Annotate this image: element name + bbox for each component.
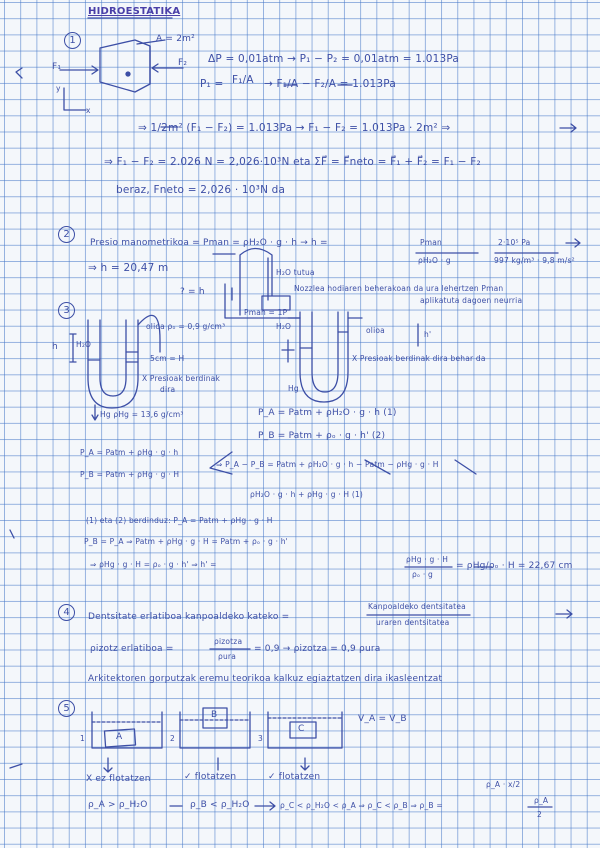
p2-frac-top: Pman	[420, 238, 442, 247]
p5-ineq-1: ρ_A > ρ_H₂O	[88, 800, 148, 810]
p3-eq5b-bot: ρₒ · g	[412, 570, 433, 579]
p4-line2a: ρizotz erlatiboa =	[90, 644, 174, 654]
force-f1-label: F₁	[52, 62, 62, 72]
p3-eql1: P_A = Patm + ρHg · g · h	[80, 448, 179, 457]
p2-note2: aplikatuta dagoen neurria	[420, 296, 523, 305]
axis-y-label: y	[56, 84, 61, 93]
p2-frac2-bot: 997 kg/m³ · 9,8 m/s²	[494, 256, 575, 265]
p3-eq5c: = ρHg/ρₒ · H = 22,67 cm	[456, 561, 573, 571]
problem-number-4: 4	[58, 604, 75, 621]
p5-frac-bot: 2	[537, 810, 542, 819]
p5-container-1: 1	[80, 734, 85, 743]
p1-line2b: F₁/A	[232, 74, 254, 86]
p1-line2c: → F₁/A − F₂/A = 1.013Pa	[264, 78, 396, 90]
p4-line2-bot: ρura	[218, 652, 236, 661]
p5-frac-top: ρ_A	[534, 796, 549, 805]
p4-line2b: = 0,9 → ρizotza = 0,9 ρura	[254, 644, 381, 654]
p5-ineq-2: ρ_B < ρ_H₂O	[190, 800, 250, 810]
p3-eql2: P_B = Patm + ρHg · g · H	[80, 470, 180, 479]
p4-line1-bot: uraren dentsitatea	[376, 618, 450, 627]
p1-line3: ⇒ 1/2m² (F₁ − F₂) = 1.013Pa → F₁ − F₂ = 1.013Pa · 2m² ⇒	[138, 122, 451, 134]
p3-eq5a: ⇒ ρHg · g · H = ρₒ · g · h' ⇒ h' =	[90, 560, 217, 569]
p5-box-b: B	[211, 710, 218, 720]
force-f2-label: F₂	[178, 58, 188, 68]
p2-note1: Nozzlea hodiaren beherakoan da ura lehertzen Pman	[294, 284, 504, 293]
p4-line3: Arkitektoren gorputzak eremu teorikoa kalkuz egiaztatzen dira ikasleentzat	[88, 674, 443, 684]
p3-h2o-label: H₂O	[76, 340, 92, 349]
page-title: HIDROESTATIKA	[88, 6, 181, 17]
p3-hprime: h'	[424, 330, 432, 339]
p2-pman-label: Pman = 1P	[244, 308, 288, 317]
p4-line1a: Dentsitate erlatiboa kanpoaldeko kateko =	[88, 612, 290, 622]
p5-result-1: X ez flotatzen	[86, 774, 151, 784]
p3-oil-label: olioa ρₒ = 0,9 g/cm³	[146, 322, 226, 331]
p1-line2a: P₁ =	[200, 78, 224, 90]
p3-eq2: P_B = Patm + ρₒ · g · h' (2)	[258, 431, 386, 441]
p5-container-3: 3	[258, 734, 263, 743]
p2-frac2-top: 2·10⁵ Pa	[498, 238, 531, 247]
p3-h-label: h	[52, 342, 58, 352]
p5-box-a: A	[116, 732, 123, 742]
p2-line1: Presio manometrikoa = Pman = ρH₂O · g · h → h =	[90, 238, 328, 248]
p2-frac-bot: ρH₂O · g	[418, 256, 451, 265]
p2-result: ⇒ h = 20,47 m	[88, 262, 169, 274]
p3-eq1: P_A = Patm + ρH₂O · g · h (1)	[258, 408, 397, 418]
p2-tap-label: H₂O tutua	[276, 268, 315, 277]
axis-x-label: x	[86, 106, 91, 115]
p3-eq5b-top: ρHg · g · H	[406, 555, 449, 564]
p3-eq4: P_B = P_A ⇒ Patm + ρHg · g · H = Patm + ρₒ · g · h'	[84, 537, 288, 546]
trapezoid-body	[100, 40, 150, 92]
p5-result-2: ✓ flotatzen	[184, 772, 237, 782]
p4-line1-top: Kanpoaldeko dentsitatea	[368, 602, 466, 611]
p3-eq3: (1) eta (2) berdinduz: P_A = Patm + ρHg · g · H	[86, 516, 273, 525]
p5-vol-label: V_A = V_B	[358, 714, 407, 724]
p1-line1: ΔP = 0,01atm → P₁ − P₂ = 0,01atm = 1.013Pa	[208, 53, 460, 65]
p3-eqr1: ⇒ P_A − P_B = Patm + ρH₂O · g · h − Patm − ρHg · g · H	[216, 460, 439, 469]
p5-result-3: ✓ flotatzen	[268, 772, 321, 782]
area-label: A = 2m²	[156, 34, 195, 44]
p2-qmark: ? = h	[180, 287, 205, 297]
problem-number-3: 3	[58, 302, 75, 319]
p3-note-left1: X Presioak berdinak	[142, 374, 221, 383]
p5-top-note: ρ_A · x/2	[486, 780, 521, 789]
p1-line4: ⇒ F₁ − F₂ = 2.026 N = 2,026·10³N eta ΣF⃗ = F⃗neto = F⃗₁ + F⃗₂ = F₁ − F₂	[104, 156, 481, 168]
p5-ineq-3: ρ_C < ρ_H₂O < ρ_A ⇒ ρ_C < ρ_B ⇒ ρ_B =	[280, 801, 443, 810]
problem-number-1: 1	[64, 32, 81, 49]
p5-container-2: 2	[170, 734, 175, 743]
p3-note-left2: dira	[160, 385, 176, 394]
p1-line5: beraz, Fneto = 2,026 · 10³N da	[116, 184, 286, 196]
p3-eqr2: ρH₂O · g · h + ρHg · g · H (1)	[250, 490, 364, 499]
p3-h2o-label2: H₂O	[276, 322, 292, 331]
p3-right-note: X Presioak berdinak dira behar da	[352, 354, 486, 363]
p3-h-cm-label: 5cm = H	[150, 354, 185, 363]
p5-box-c: C	[298, 724, 305, 734]
p3-hg-label: Hg ρHg = 13,6 g/cm³	[100, 410, 184, 419]
problem-number-2: 2	[58, 226, 75, 243]
p3-oil2-label: olioa	[366, 326, 385, 335]
p3-hg2: Hg	[288, 384, 299, 393]
p4-line2-top: ρizotza	[214, 637, 243, 646]
problem-number-5: 5	[58, 700, 75, 717]
